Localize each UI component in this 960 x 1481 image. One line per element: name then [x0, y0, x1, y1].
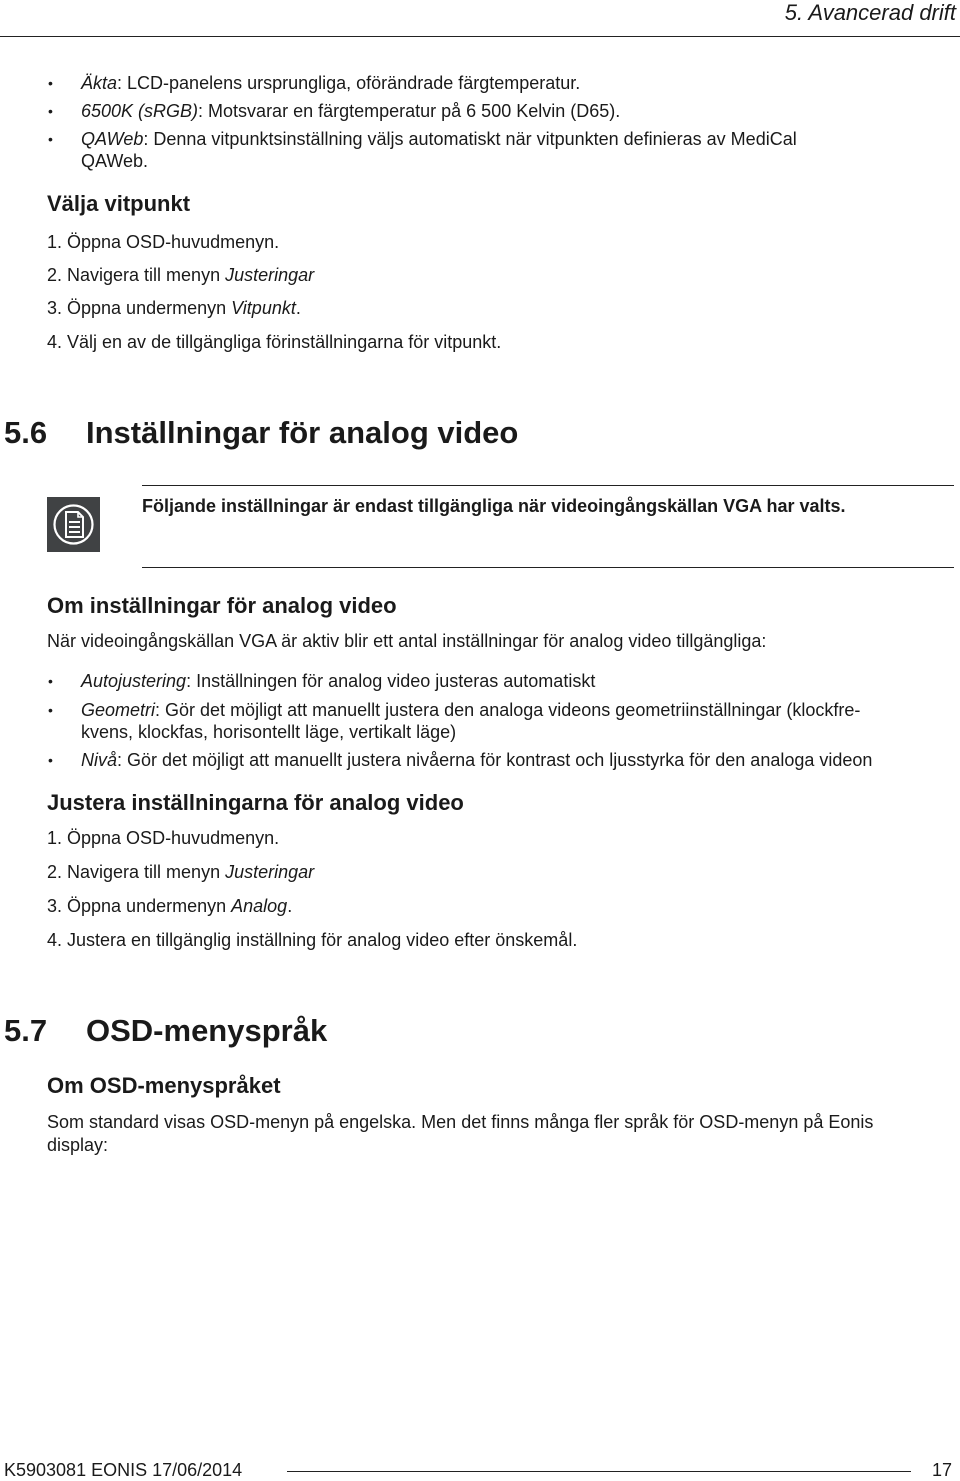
- step: 1. Öppna OSD-huvudmenyn.: [47, 232, 280, 252]
- subheading-about-analog: Om inställningar för analog video: [47, 593, 397, 618]
- term: 6500K (sRGB): [81, 101, 199, 121]
- section-heading-5-6: 5.6 Inställningar för analog video: [4, 415, 519, 450]
- step: 4. Justera en tillgänglig inställning för analog video efter önskemål.: [47, 930, 578, 950]
- term-desc: : LCD-panelens ursprungliga, oförändrade färgtemperatur.: [117, 73, 581, 93]
- step: 1. Öppna OSD-huvudmenyn.: [47, 828, 280, 848]
- subheading-about-osd-language: Om OSD-menyspråket: [47, 1073, 281, 1098]
- section-heading-5-7: 5.7 OSD-menyspråk: [4, 1013, 328, 1048]
- term: QAWeb: [81, 129, 144, 149]
- subheading-adjust-analog: Justera inställningarna för analog video: [47, 790, 464, 815]
- term-desc: : Denna vitpunktsinställning väljs automatiskt när vitpunkten definieras av MediCal QAWeb.: [81, 129, 797, 171]
- note-icon: [47, 497, 100, 552]
- subheading-select-whitepoint: Välja vitpunkt: [47, 191, 191, 216]
- bullet-icon: •: [48, 673, 53, 689]
- about-analog-text: När videoingångskällan VGA är aktiv blir ett antal inställningar för analog video tillgängliga:: [47, 631, 767, 651]
- note-text: Följande inställningar är endast tillgängliga när videoingångskällan VGA har valts.: [142, 496, 846, 516]
- bullet-icon: •: [48, 702, 53, 718]
- osd-language-text: Som standard visas OSD-menyn på engelska. Men det finns många fler språk för OSD-menyn på Eonis display:: [47, 1112, 874, 1155]
- term-desc: : Motsvarar en färgtemperatur på 6 500 Kelvin (D65).: [198, 101, 621, 121]
- note-top-rule: [142, 485, 954, 486]
- footer-divider: [287, 1471, 911, 1472]
- step: 4. Välj en av de tillgängliga förinställningarna för vitpunkt.: [47, 332, 502, 352]
- bullet-icon: •: [48, 75, 53, 91]
- step: 3. Öppna undermenyn Analog.: [47, 896, 293, 916]
- chapter-header: 5. Avancerad drift: [784, 0, 956, 25]
- header-divider: [0, 36, 960, 37]
- footer-doc-id: K5903081 EONIS 17/06/2014: [4, 1460, 243, 1480]
- step: 2. Navigera till menyn Justeringar: [47, 265, 315, 285]
- page-number: 17: [931, 1460, 952, 1480]
- step: 2. Navigera till menyn Justeringar: [47, 862, 315, 882]
- note-bottom-rule: [142, 567, 954, 568]
- bullet-icon: •: [48, 131, 53, 147]
- bullet-icon: •: [48, 103, 53, 119]
- step: 3. Öppna undermenyn Vitpunkt.: [47, 298, 301, 318]
- term: Äkta: [81, 73, 118, 93]
- bullet-icon: •: [48, 752, 53, 768]
